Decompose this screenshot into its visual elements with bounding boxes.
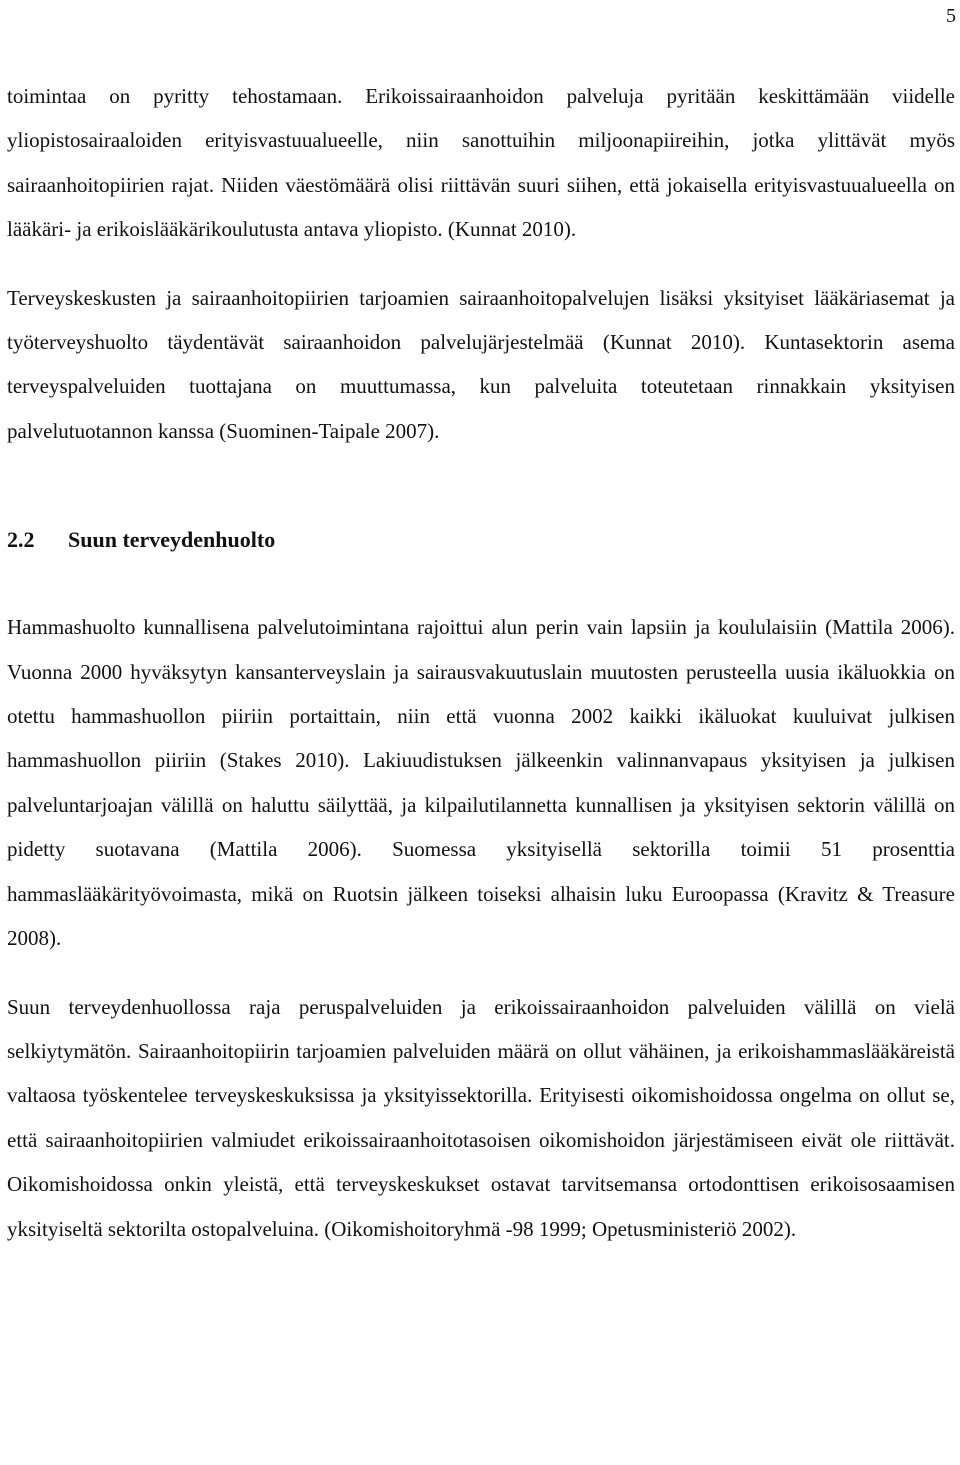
paragraph-spacer bbox=[7, 961, 955, 985]
paragraph-hammashuolto: Hammashuolto kunnallisena palvelutoimintana rajoittui alun perin vain lapsiin ja koululaisiin (Mattila 2006). Vuonna 2000 hyväksytyn kansanterveyslain ja sairausvakuutuslain muutosten perusteella uusia ikäluokkia on otettu hammashuollon piiriin portaittain, niin että vuonna 2002 kaikki ikäluokat kuuluivat julkisen hammashuollon piiriin (Stakes 2010). Lakiuudistuksen jälkeenkin valinnanvapaus yksityisen ja julkisen palveluntarjoajan välillä on haluttu säilyttää, ja kilpailutilannetta kunnallisen ja yksityisen sektorin välillä on pidetty suotavana (Mattila 2006). Suomessa yksityisellä sektorilla toimii 51 prosenttia hammaslääkärityövoimasta, mikä on Ruotsin jälkeen toiseksi alhaisin luku Euroopassa (Kravitz & Treasure 2008). bbox=[7, 615, 955, 951]
paragraph-spacer bbox=[7, 252, 955, 276]
paragraph-suun-terveydenhuolto: Suun terveydenhuollossa raja peruspalveluiden ja erikoissairaanhoidon palveluiden välillä on vielä selkiytymätön. Sairaanhoitopiirin tarjoamien palveluiden määrä on ollut vähäinen, ja erikoishammaslääkäreistä valtaosa työskentelee terveyskeskuksissa ja yksityissektorilla. Erityisesti oikomishoidossa ongelma on ollut se, että sairaanhoitopiirien valmiudet erikoissairaanhoitotasoisen oikomishoidon järjestämiseen eivät ole riittävät. Oikomishoidossa onkin yleistä, että terveyskeskukset ostavat tarvitsemansa ortodonttisen erikoisosaamisen yksityiseltä sektorilta ostopalveluina. (Oikomishoitoryhmä -98 1999; Opetusministeriö 2002). bbox=[7, 994, 955, 1241]
page-number: 5 bbox=[946, 5, 956, 27]
section-heading bbox=[7, 523, 955, 557]
document-body bbox=[7, 74, 955, 1251]
paragraph-terveyskeskukset: Terveyskeskusten ja sairaanhoitopiirien tarjoamien sairaanhoitopalvelujen lisäksi yksityiset lääkäriasemat ja työterveyshuolto täydentävät sairaanhoidon palvelujärjestelmää (Kunnat 2010). Kuntasektorin asema terveyspalveluiden tuottajana on muuttumassa, kun palveluita toteutetaan rinnakkain yksityisen palvelutuotannon kanssa (Suominen-Taipale 2007). bbox=[7, 285, 955, 443]
section-spacer bbox=[7, 453, 955, 523]
section-number: 2.2 bbox=[7, 527, 35, 553]
paragraph-erikoissairaanhoito: toimintaa on pyritty tehostamaan. Erikoissairaanhoidon palveluja pyritään keskittämään viidelle yliopistosairaaloiden erityisvastuualueelle, niin sanottuihin miljoonapiireihin, jotka ylittävät myös sairaanhoitopiirien rajat. Niiden väestömäärä olisi riittävän suuri siihen, että jokaisella erityisvastuualueella on lääkäri- ja erikoislääkärikoulutusta antava yliopisto. (Kunnat 2010). bbox=[7, 84, 955, 242]
section-title: Suun terveydenhuolto bbox=[68, 527, 276, 553]
heading-spacer bbox=[7, 557, 955, 605]
